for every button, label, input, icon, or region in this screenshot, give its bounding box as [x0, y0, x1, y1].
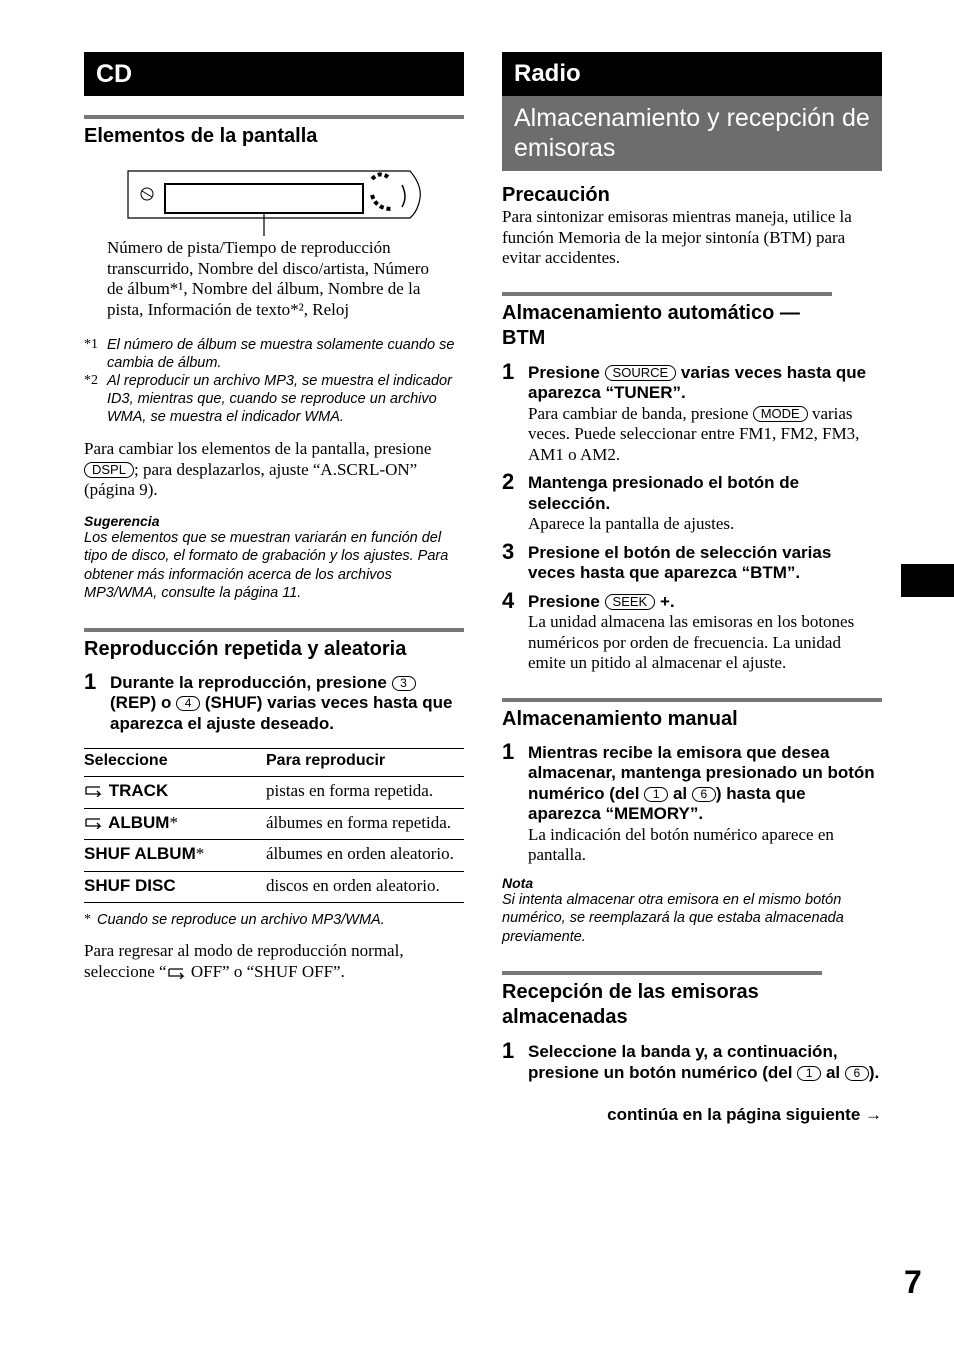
change-display-text: Para cambiar los elementos de la pantalla, presione DSPL ; para desplazarlos, ajuste “A.SCRL-ON” (página 9).	[84, 439, 432, 499]
key-6: 6	[692, 787, 716, 802]
btm-step-3: 3 Presione el botón de selección varias veces hasta que aparezca “BTM”.	[502, 538, 832, 582]
btm-step-2: 2 Mantenga presionado el botón de selección. Aparece la pantalla de ajustes.	[502, 469, 800, 533]
mode-key: MODE	[753, 406, 808, 422]
receive-heading: Recepción de las emisoras almacenadas	[502, 971, 822, 1030]
seek-key: SEEK	[605, 594, 656, 610]
btm-heading: Almacenamiento automático — BTM	[502, 292, 832, 351]
repeat-icon	[167, 965, 187, 979]
right-column	[502, 52, 882, 1125]
dspl-key: DSPL	[84, 462, 134, 478]
subsection-title: Almacenamiento y recepción de emisoras	[502, 96, 882, 171]
manual-heading: Almacenamiento manual	[502, 698, 882, 732]
left-column	[84, 52, 464, 982]
source-key: SOURCE	[605, 365, 677, 381]
side-tab-marker	[901, 564, 954, 597]
manual-step-1: 1 Mientras recibe la emisora que desea almacenar, mantenga presionado un botón numérico (del 1 al 6 ) hasta que aparezca “MEMORY”. La indicación del botón numérico aparece en pantalla.	[502, 738, 875, 864]
page-number: 7	[904, 1264, 922, 1300]
section-title-radio: Radio	[502, 52, 882, 96]
step-number: 1	[84, 668, 97, 694]
repeat-icon	[84, 783, 104, 797]
btm-step-4: 4 Presione SEEK +. La unidad almacena las emisoras en los botones numéricos por orden de frecuencia. La unidad emite un pitido al almacenar el ajuste.	[502, 587, 855, 672]
btm-step-1: 1 Presione SOURCE varias veces hasta que aparezca “TUNER”. Para cambiar de banda, presione MODE varias veces. Puede seleccionar entre FM1, FM2, FM3, AM1 o AM2.	[502, 358, 867, 464]
caution-text: Para sintonizar emisoras mientras maneja, utilice la función Memoria de la mejor sintonía (BTM) para evitar accidentes.	[502, 207, 852, 267]
display-illustration	[84, 163, 464, 241]
repeat-step-1: 1 Durante la reproducción, presione 3 (REP) o 4 (SHUF) varias veces hasta que aparezca el ajuste deseado.	[84, 668, 453, 733]
key-6: 6	[845, 1066, 869, 1081]
col-select: Seleccione	[84, 749, 266, 777]
key-1: 1	[644, 787, 668, 802]
caution-heading: Precaución	[502, 184, 610, 206]
col-play: Para reproducir	[266, 749, 464, 777]
tip-title: Sugerencia	[84, 512, 160, 529]
continue-note: continúa en la página siguiente →	[607, 1105, 882, 1124]
section-title-cd: CD	[84, 52, 464, 96]
table-row: SHUF ALBUM* álbumes en orden aleatorio.	[84, 840, 464, 872]
repeat-heading: Reproducción repetida y aleatoria	[84, 628, 464, 662]
footnote-1: *1 El número de álbum se muestra solamente cuando se cambia de álbum.	[84, 337, 455, 371]
footnote-2: *2 Al reproducir un archivo MP3, se muestra el indicador ID3, mientras que, cuando se reproduce un archivo WMA, se muestra el indicador WMA.	[84, 373, 452, 425]
note-text: Si intenta almacenar otra emisora en el mismo botón numérico, se reemplazará la que estaba almacenada previamente.	[502, 891, 844, 945]
display-footnotes	[84, 336, 464, 426]
repeat-icon	[84, 815, 104, 829]
key-1: 1	[797, 1066, 821, 1081]
table-row: SHUF DISC discos en orden aleatorio.	[84, 871, 464, 903]
key-3: 3	[392, 676, 416, 691]
display-heading: Elementos de la pantalla	[84, 115, 464, 149]
table-header-row	[84, 749, 464, 777]
unit-display-icon	[84, 163, 464, 241]
table-row: ALBUM* álbumes en forma repetida.	[84, 808, 464, 840]
tip-text: Los elementos que se muestran variarán en función del tipo de disco, el formato de grabación y los ajustes. Para obtener más información acerca de los archivos MP3/WMA, consulte la página 11.	[84, 529, 449, 601]
return-normal-text: Para regresar al modo de reproducción normal, seleccione “ OFF” o “SHUF OFF”.	[84, 941, 404, 981]
note-title: Nota	[502, 874, 534, 891]
receive-step-1: 1 Seleccione la banda y, a continuación, presione un botón numérico (del 1 al 6 ).	[502, 1038, 880, 1082]
repeat-options-table	[84, 748, 464, 903]
table-footnote: * Cuando se reproduce un archivo MP3/WMA.	[84, 912, 385, 928]
display-caption: Número de pista/Tiempo de reproducción transcurrido, Nombre del disco/artista, Número de álbum*¹, Nombre del álbum, Nombre de la pista, Información de texto*², Reloj	[107, 238, 429, 319]
key-4: 4	[176, 696, 200, 711]
table-row: TRACK pistas en forma repetida.	[84, 777, 464, 809]
